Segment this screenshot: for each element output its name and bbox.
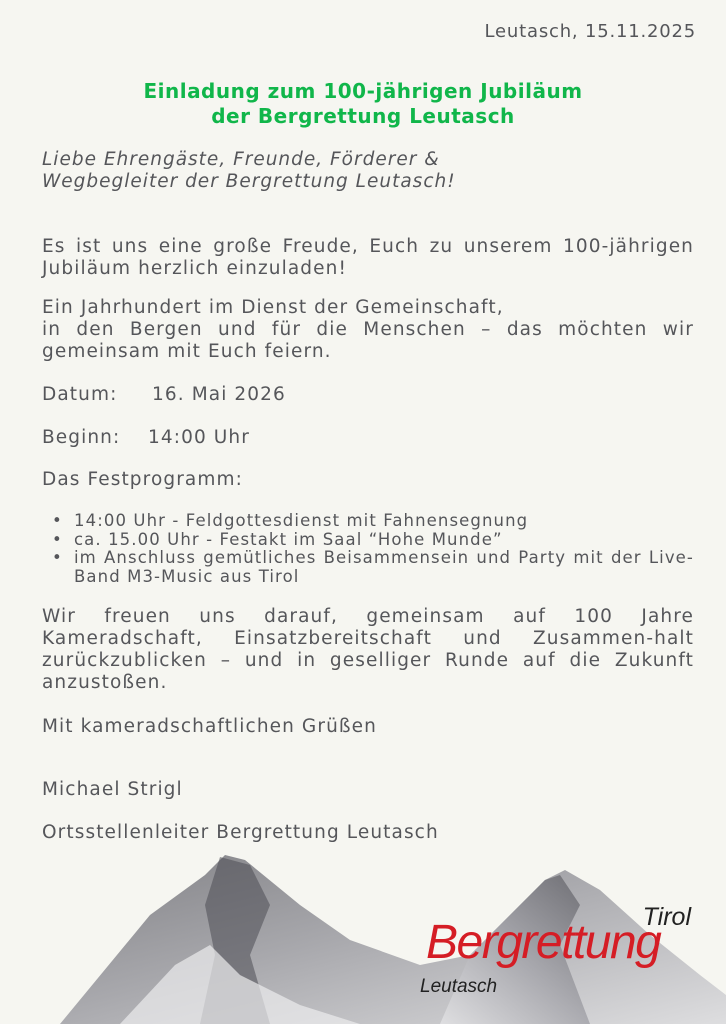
event-date-value: 16. Mai 2026 (152, 384, 286, 405)
program-item-text: ca. 15.00 Uhr - Festakt im Saal “Hohe Munde” (74, 529, 503, 549)
bullet-icon: • (52, 548, 63, 567)
program-heading: Das Festprogramm: (42, 469, 243, 490)
program-item-text: im Anschluss gemütliches Beisammensein und Party mit der Live-Band M3-Music aus Tirol (74, 548, 694, 586)
closing-line: Mit kameradschaftlichen Grüßen (42, 716, 377, 737)
body-line-2: in den Bergen und für die Menschen – das möchten wir gemeinsam mit Euch feiern. (42, 319, 694, 362)
signer-name: Michael Strigl (42, 779, 183, 800)
title-line-1: Einladung zum 100-jährigen Jubiläum (143, 79, 583, 103)
greeting (42, 149, 682, 193)
program-item (42, 512, 694, 531)
event-date-row (42, 384, 286, 405)
program-list (42, 512, 694, 586)
event-start-value: 14:00 Uhr (148, 427, 250, 448)
letter-title (0, 79, 726, 129)
greeting-line-1: Liebe Ehrengäste, Freunde, Förderer & (42, 149, 440, 170)
signer-role: Ortsstellenleiter Bergrettung Leutasch (42, 822, 439, 843)
logo-location-text: Leutasch (420, 976, 498, 997)
program-item (42, 549, 694, 586)
bullet-icon: • (52, 511, 63, 530)
greeting-line-2: Wegbegleiter der Bergrettung Leutasch! (42, 171, 456, 192)
logo-name-text: Bergrettung (426, 916, 661, 969)
body-line-1: Ein Jahrhundert im Dienst der Gemeinschaft, (42, 297, 504, 318)
logo-region-text: Tirol (642, 903, 691, 931)
program-item-text: 14:00 Uhr - Feldgottesdienst mit Fahnensegnung (74, 511, 529, 530)
event-date-label: Datum: (42, 384, 118, 405)
outro-paragraph: Wir freuen uns darauf, gemeinsam auf 100 Jahre Kameradschaft, Einsatzbereitschaft und Zusammen-halt zurückzublicken – und in geselliger Runde auf die Zukunft anzustoßen. (42, 606, 694, 693)
letter-date: Leutasch, 15.11.2025 (484, 21, 696, 42)
event-start-label: Beginn: (42, 427, 121, 448)
bullet-icon: • (52, 529, 63, 549)
intro-paragraph: Es ist uns eine große Freude, Euch zu unserem 100-jährigen Jubiläum herzlich einzuladen! (42, 236, 694, 279)
program-item (42, 531, 694, 550)
title-line-2: der Bergrettung Leutasch (211, 104, 515, 128)
event-start-row (42, 427, 250, 448)
body-paragraph (42, 297, 694, 363)
